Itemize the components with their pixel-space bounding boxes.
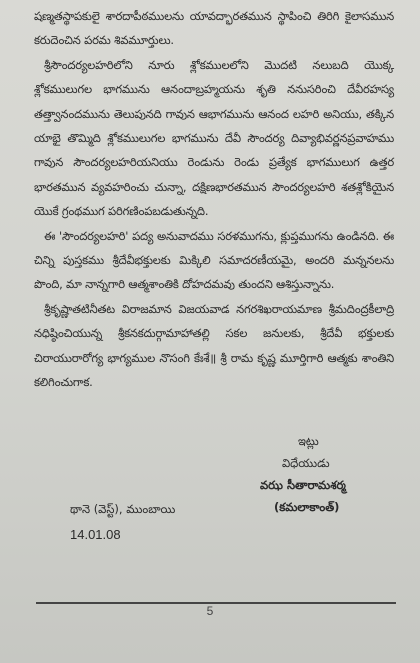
signature-block xyxy=(260,430,410,518)
date-label: 14.01.08 xyxy=(70,527,121,542)
paragraph-3: ఈ 'సౌందర్యలహరి' పద్య అనువాదము సరళముగను, క్లుప్తముగను ఉండినది. ఈ చిన్ని పుస్తకము శ్రీదేవీభక్తులకు మిక్కిలి సమాదరణీయమై, అందరి మన్ననలను పొంది, మా నాన్నగారి ఆత్మశాంతికి దోహదమవు తుందని ఆశిస్తున్నాను. xyxy=(34,228,394,292)
signature-itlu: ఇట్లు xyxy=(298,434,319,448)
place-label: థానె (వెస్ట్), ముంబాయి xyxy=(70,502,176,516)
page-number: 5 xyxy=(206,604,214,618)
body-text xyxy=(34,4,394,395)
paragraph-2: శ్రీసౌందర్యలహరిలోని నూరు శ్లోకములలోని మొదటి నలుబది యొక్క శ్లోకములుగల భాగమును ఆనందాబ్రహ్మయను శృతి ననుసరించి దేవీరహస్య తత్త్వానందమును తెలుపునది గావున ఆభాగమును ఆనంద లహరి అనియు, తక్కిన యాభై తొమ్మిది శ్లోకములుగల భాగమును దేవీ సౌందర్య దివ్యాభివర్ణనప్రవాహము గావున సౌందర్యలహరియనియు రెండును రెండు ప్రత్యేక భాగములుగ ఉత్తర భారతమున వ్యవహరించు చున్నా, దక్షిణభారతమున సౌందర్యలహరి శతశ్లోకియైన యొకే గ్రంథముగ పరిగణింపబడుతున్నది. xyxy=(34,57,394,219)
paragraph-4: శ్రీకృష్ణాతటినీతట విరాజమాన విజయవాడ నగరశిఖరాయమాణ శ్రీమదింద్రకీలాద్రి నధిష్ఠించియున్న శ్రీకనకదుర్గామాహాతల్లి సకల జనులకు, శ్రీదేవీ భక్తులకు చిరాయురారోగ్య భాగ్యముల నొసంగి కేఃశే॥ శ్రీ రామ కృష్ణ మూర్తిగారి ఆత్మకు శాంతిని కలిగించుగాక. xyxy=(34,301,394,390)
signature-alias: (కమలాకాంత్) xyxy=(274,500,340,514)
signature-name: వఝ సీతారామశర్మ xyxy=(260,478,346,492)
paragraph-1: షణ్మతస్థాపకులై శారదాపీఠములను యావద్భారతమున స్థాపించి తిరిగి కైలాసమున కరుదెంచిన పరమ శివమూర్తులు. xyxy=(34,9,394,48)
signature-role: విధేయుడు xyxy=(282,456,330,470)
